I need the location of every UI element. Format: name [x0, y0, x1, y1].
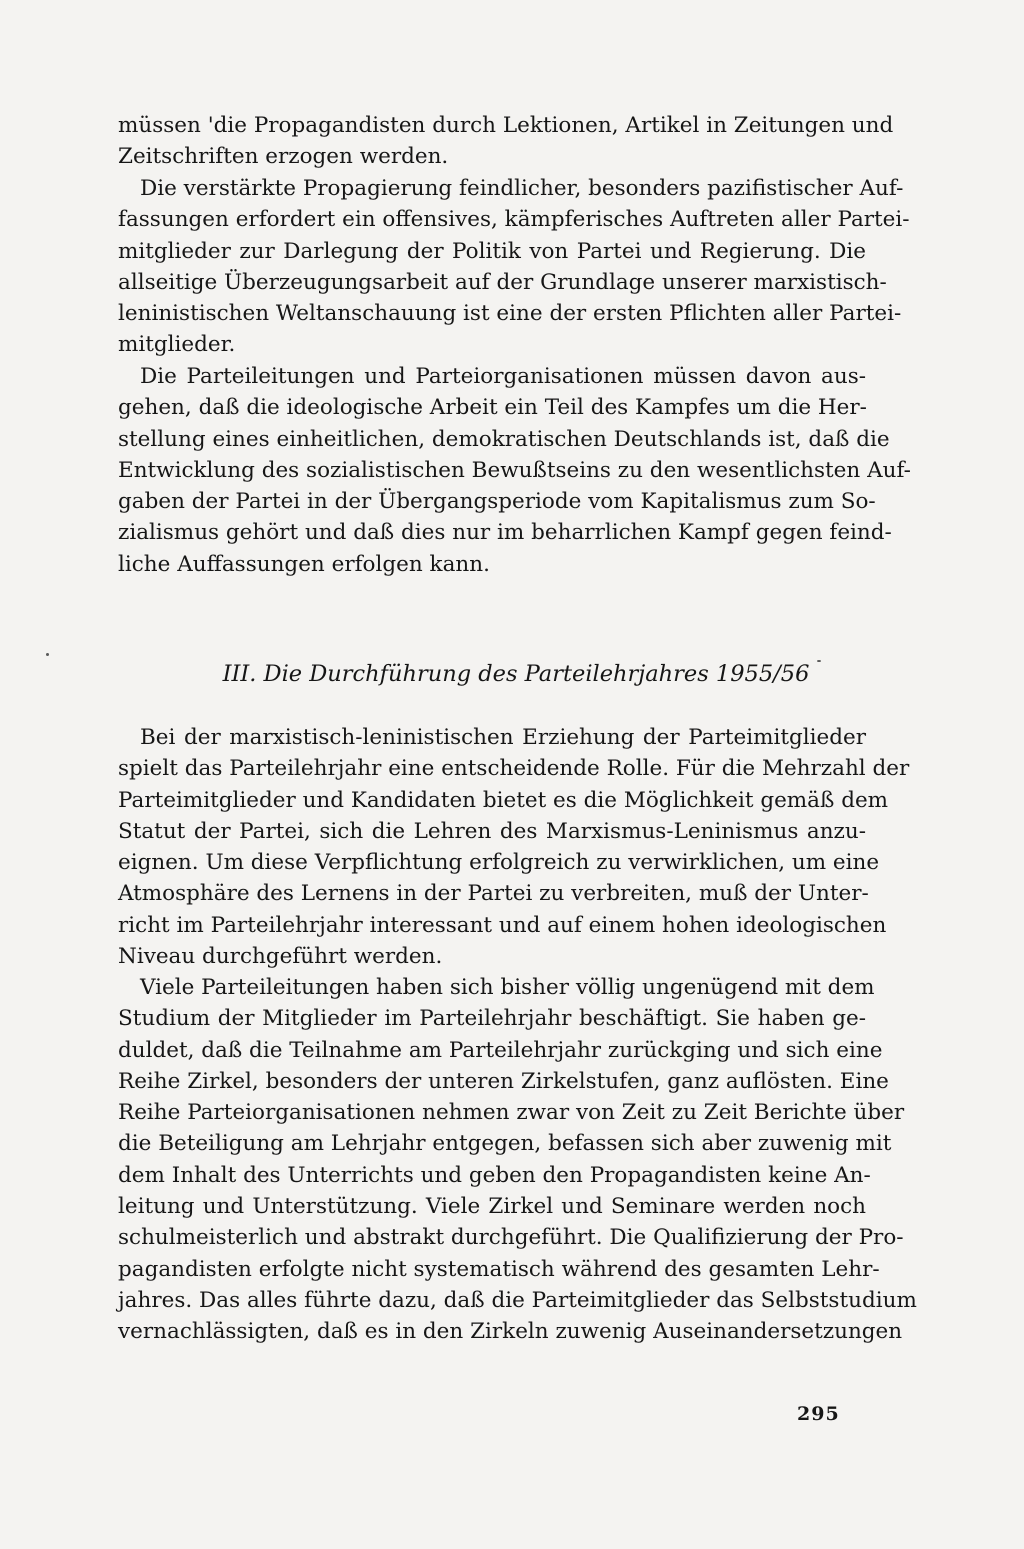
- text-line: müssen 'die Propagandisten durch Lektionen, Artikel in Zeitungen und: [118, 113, 894, 138]
- text-line: Statut der Partei, sich die Lehren des Marxismus-Leninismus anzu-: [118, 818, 866, 844]
- text-line: Reihe Zirkel, besonders der unteren Zirkelstufen, ganz auflösten. Eine: [118, 1068, 889, 1094]
- text-line: spielt das Parteilehrjahr eine entscheidende Rolle. Für die Mehrzahl der: [118, 756, 910, 782]
- text-line: fassungen erfordert ein offensives, kämpferisches Auftreten aller Partei-: [118, 207, 910, 233]
- text-line: duldet, daß die Teilnahme am Parteilehrjahr zurückging und sich eine: [118, 1037, 883, 1063]
- text-line: Atmosphäre des Lernens in der Partei zu verbreiten, muß der Unter-: [118, 881, 869, 907]
- text-line: die Beteiligung am Lehrjahr entgegen, befassen sich aber zuwenig mit: [118, 1131, 892, 1157]
- text-line: Die verstärkte Propagierung feindlicher, besonders pazifistischer Auf-: [140, 176, 904, 201]
- text-line: schulmeisterlich und abstrakt durchgeführt. Die Qualifizierung der Pro-: [118, 1225, 904, 1251]
- text-line: pagandisten erfolgte nicht systematisch während des gesamten Lehr-: [118, 1256, 880, 1282]
- scan-speck: [46, 653, 49, 656]
- text-line: jahres. Das alles führte dazu, daß die Parteimitglieder das Selbststudium: [118, 1287, 917, 1313]
- paragraph-erziehung: [118, 722, 910, 972]
- text-line: mitglieder.: [118, 332, 236, 358]
- text-line: Niveau durchgeführt werden.: [118, 944, 443, 970]
- text-line: Zeitschriften erzogen werden.: [118, 144, 449, 170]
- section-heading: III. Die Durchführung des Parteilehrjahres 1955/56: [222, 661, 810, 687]
- paragraph-parteileitungen: [118, 361, 911, 580]
- text-line: Parteimitglieder und Kandidaten bietet es die Möglichkeit gemäß dem: [118, 787, 889, 813]
- text-line: mitglieder zur Darlegung der Politik von Partei und Regierung. Die: [118, 238, 866, 264]
- text-line: allseitige Überzeugungsarbeit auf der Grundlage unserer marxistisch-: [118, 269, 887, 295]
- text-line: Studium der Mitglieder im Parteilehrjahr beschäftigt. Sie haben ge-: [118, 1006, 866, 1032]
- paragraph-propagierung: [118, 173, 910, 361]
- text-line: Die Parteileitungen und Parteiorganisationen müssen davon aus-: [140, 364, 866, 389]
- text-line: leitung und Unterstützung. Viele Zirkel und Seminare werden noch: [118, 1194, 866, 1220]
- paragraph-viele-parteileitungen: [118, 972, 917, 1348]
- text-line: Bei der marxistisch-leninistischen Erziehung der Parteimitglieder: [140, 725, 866, 750]
- text-line: dem Inhalt des Unterrichts und geben den Propagandisten keine An-: [118, 1162, 871, 1188]
- text-line: gehen, daß die ideologische Arbeit ein Teil des Kampfes um die Her-: [118, 395, 867, 421]
- text-line: leninistischen Weltanschauung ist eine der ersten Pflichten aller Partei-: [118, 301, 902, 327]
- text-line: gaben der Partei in der Übergangsperiode vom Kapitalismus zum So-: [118, 489, 876, 515]
- text-line: richt im Parteilehrjahr interessant und auf einem hohen ideologischen: [118, 912, 887, 938]
- text-line: Reihe Parteiorganisationen nehmen zwar von Zeit zu Zeit Berichte über: [118, 1100, 905, 1126]
- text-line: Entwicklung des sozialistischen Bewußtseins zu den wesentlichsten Auf-: [118, 457, 911, 483]
- text-line: Viele Parteileitungen haben sich bisher völlig ungenügend mit dem: [140, 975, 875, 1000]
- scan-speck: [817, 660, 821, 662]
- text-line: liche Auffassungen erfolgen kann.: [118, 551, 490, 577]
- text-line: vernachlässigten, daß es in den Zirkeln zuwenig Auseinandersetzungen: [118, 1319, 903, 1345]
- text-line: eignen. Um diese Verpflichtung erfolgreich zu verwirklichen, um eine: [118, 850, 880, 876]
- text-line: stellung eines einheitlichen, demokratischen Deutschlands ist, daß die: [118, 426, 890, 452]
- page-number: 295: [797, 1403, 840, 1425]
- text-line: zialismus gehört und daß dies nur im beharrlichen Kampf gegen feind-: [118, 520, 892, 546]
- paragraph-continuation: [118, 110, 894, 173]
